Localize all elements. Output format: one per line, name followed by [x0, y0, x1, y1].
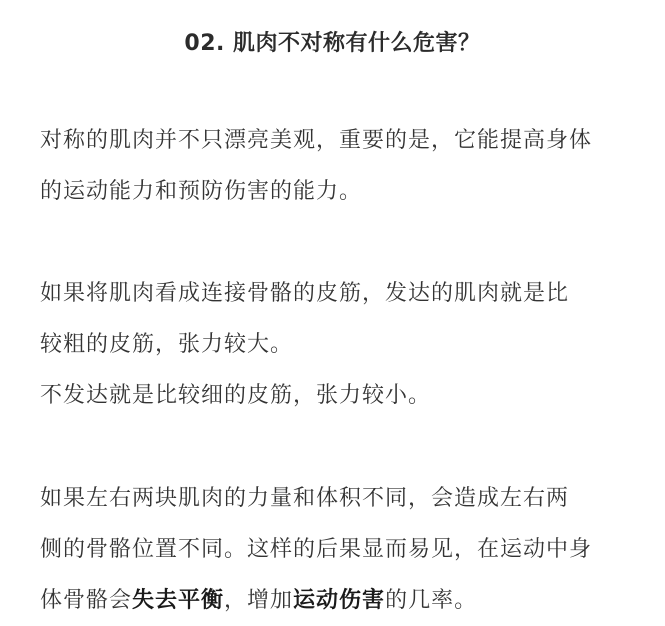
section-heading: 02. 肌肉不对称有什么危害？ [184, 31, 481, 56]
paragraph3-line3-text-b: ，增加 [224, 588, 294, 613]
paragraph3-line2: 侧的骨骼位置不同。这样的后果显而易见，在运动中身 [40, 537, 593, 562]
paragraph3-line3-text-a: 体骨骼会 [40, 588, 133, 613]
paragraph3-line3-text-c: 的几率。 [385, 588, 478, 613]
paragraph-asymmetry-consequences [40, 473, 640, 626]
emphasis-lose-balance: 失去平衡 [132, 588, 225, 613]
paragraph-rubber-band-analogy [40, 268, 640, 421]
emphasis-sports-injury: 运动伤害 [293, 588, 386, 613]
paragraph-symmetry-benefits [40, 115, 640, 217]
paragraph3-line3 [40, 575, 640, 626]
paragraph2-line2: 较粗的皮筋，张力较大。 [40, 332, 294, 357]
paragraph1-line2: 的运动能力和预防伤害的能力。 [40, 179, 363, 204]
paragraph1-line1: 对称的肌肉并不只漂亮美观，重要的是，它能提高身体 [40, 128, 593, 153]
paragraph2-line1: 如果将肌肉看成连接骨骼的皮筋，发达的肌肉就是比 [40, 281, 570, 306]
paragraph3-line1: 如果左右两块肌肉的力量和体积不同，会造成左右两 [40, 486, 570, 511]
paragraph2-line3: 不发达就是比较细的皮筋，张力较小。 [40, 383, 432, 408]
